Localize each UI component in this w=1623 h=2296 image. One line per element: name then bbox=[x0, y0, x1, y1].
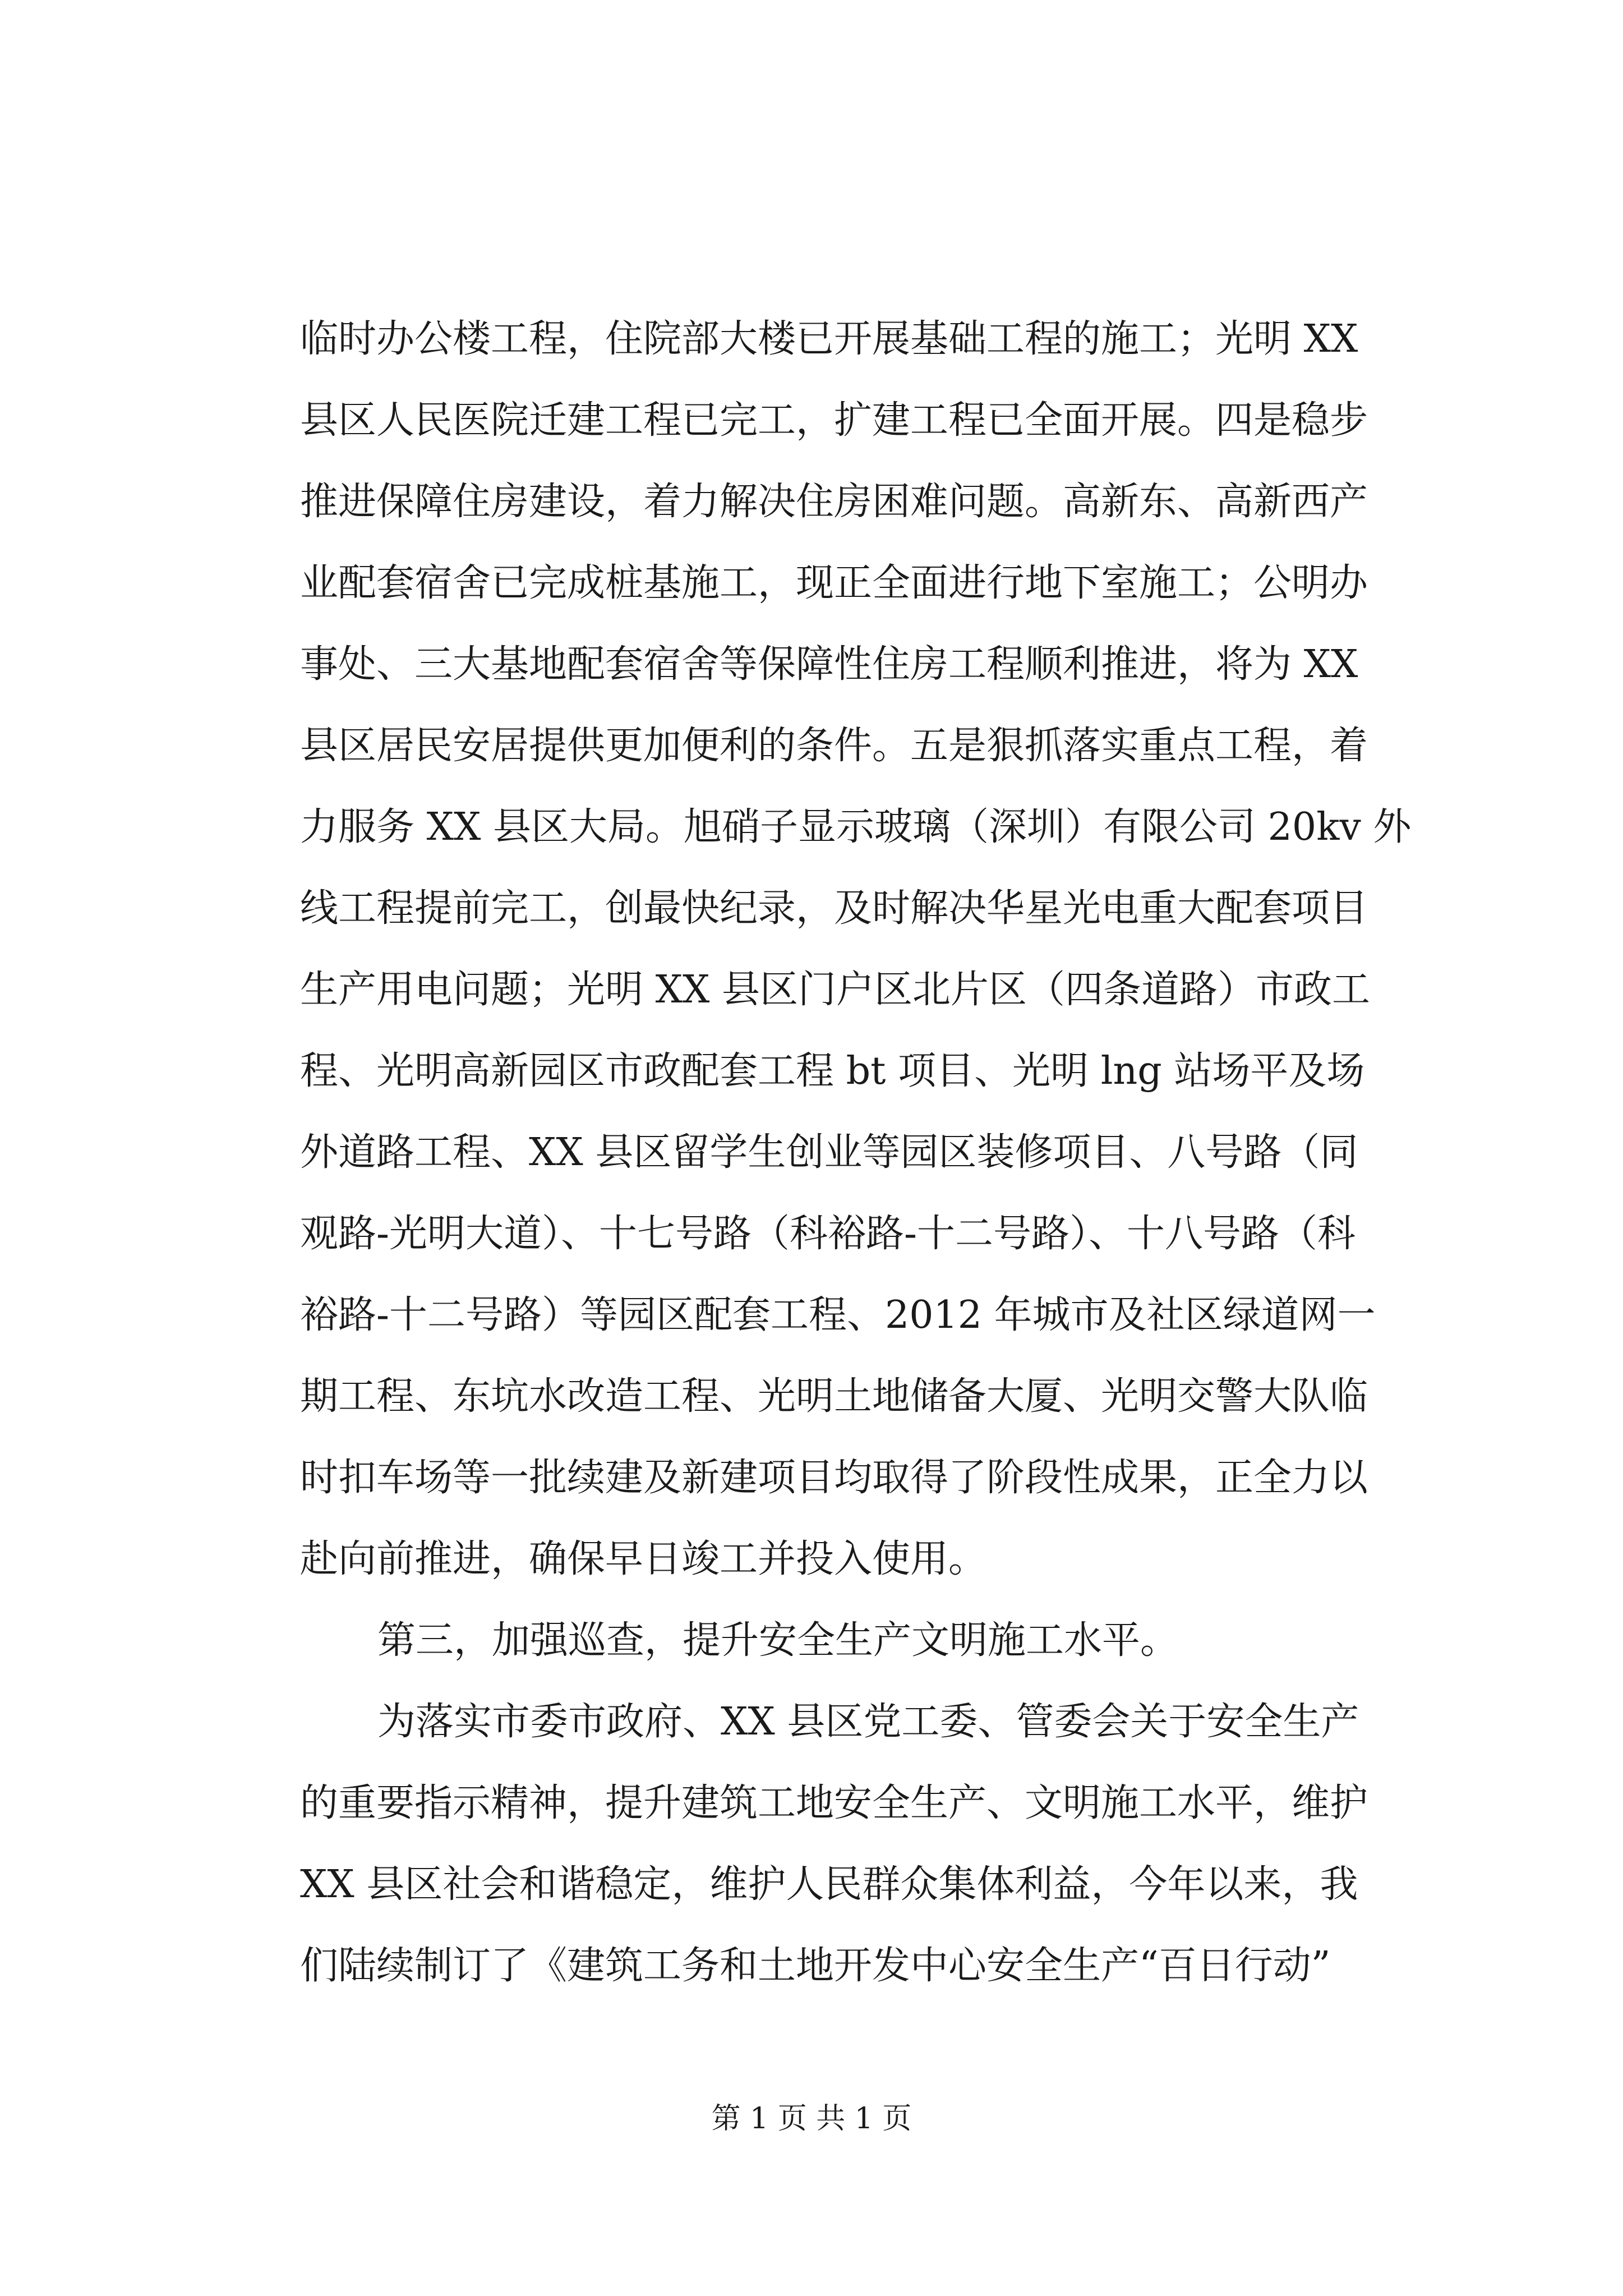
body-line-12: 观路-光明大道）、十七号路（科裕路-十二号路）、十八号路（科 bbox=[300, 1212, 1355, 1256]
body-line-19: 的重要指示精神，提升建筑工地安全生产、文明施工水平，维护 bbox=[300, 1781, 1368, 1825]
body-line-18: 为落实市委市政府、XX 县区党工委、管委会关于安全生产 bbox=[377, 1700, 1359, 1744]
body-line-20: XX 县区社会和谐稳定，维护人民群众集体利益，今年以来，我 bbox=[300, 1862, 1358, 1907]
body-line-2: 县区人民医院迁建工程已完工，扩建工程已全面开展。四是稳步 bbox=[300, 398, 1368, 443]
page-number-footer: 第 1 页 共 1 页 bbox=[711, 2102, 912, 2136]
body-line-9: 生产用电问题；光明 XX 县区门户区北片区（四条道路）市政工 bbox=[300, 968, 1371, 1012]
body-line-15: 时扣车场等一批续建及新建项目均取得了阶段性成果，正全力以 bbox=[300, 1456, 1368, 1500]
body-line-7: 力服务 XX 县区大局。旭硝子显示玻璃（深圳）有限公司 20kv 外 bbox=[300, 805, 1412, 849]
body-line-3: 推进保障住房建设，着力解决住房困难问题。高新东、高新西产 bbox=[300, 480, 1368, 524]
body-line-6: 县区居民安居提供更加便利的条件。五是狠抓落实重点工程，着 bbox=[300, 724, 1368, 768]
body-line-11: 外道路工程、XX 县区留学生创业等园区装修项目、八号路（同 bbox=[300, 1130, 1358, 1175]
section-heading: 第三，加强巡查，提升安全生产文明施工水平。 bbox=[377, 1618, 1179, 1663]
body-line-14: 期工程、东坑水改造工程、光明土地储备大厦、光明交警大队临 bbox=[300, 1374, 1368, 1419]
body-line-5: 事处、三大基地配套宿舍等保障性住房工程顺利推进，将为 XX bbox=[300, 642, 1358, 687]
body-line-13: 裕路-十二号路）等园区配套工程、2012 年城市及社区绿道网一 bbox=[300, 1293, 1376, 1337]
body-line-16: 赴向前推进，确保早日竣工并投入使用。 bbox=[300, 1537, 987, 1581]
body-line-21: 们陆续制订了《建筑工务和土地开发中心安全生产“百日行动” bbox=[300, 1944, 1331, 1988]
body-line-10: 程、光明高新园区市政配套工程 bt 项目、光明 lng 站场平及场 bbox=[300, 1049, 1365, 1093]
body-line-4: 业配套宿舍已完成桩基施工，现正全面进行地下室施工；公明办 bbox=[300, 561, 1368, 605]
body-line-1: 临时办公楼工程，住院部大楼已开展基础工程的施工；光明 XX bbox=[300, 317, 1358, 361]
body-line-8: 线工程提前完工，创最快纪录，及时解决华星光电重大配套项目 bbox=[300, 886, 1368, 931]
